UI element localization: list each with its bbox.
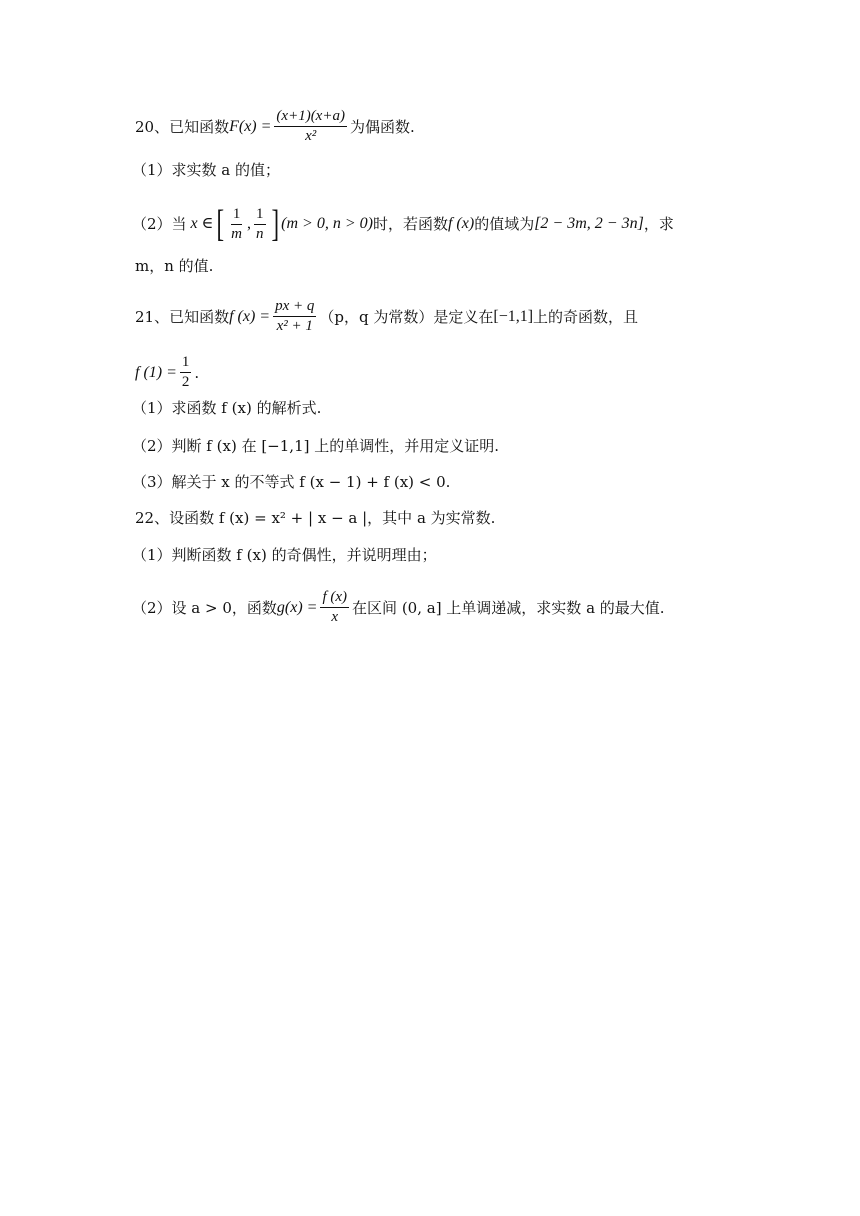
left-bracket: [	[216, 203, 224, 245]
q20-stem	[135, 108, 415, 145]
q21-lhs: f (x) =	[229, 307, 271, 325]
q22-fraction	[320, 589, 349, 626]
q21-part3	[132, 472, 450, 492]
q22-stem	[135, 508, 495, 528]
q22-part2-a: （2）设 a > 0，函数	[132, 598, 277, 617]
q20-part2-d: ，求	[643, 215, 674, 233]
q20-part1-text: （1）求实数 a 的值；	[132, 161, 281, 179]
q20-numerator: (x+1)(x+a)	[274, 108, 347, 127]
q21-intro: 21、已知函数	[135, 307, 230, 326]
q22-part1-text: （1）判断函数 f (x) 的奇偶性，并说明理由；	[132, 546, 437, 564]
q20-part1	[132, 160, 280, 180]
q22-numerator: f (x)	[320, 589, 349, 608]
q20-part2-b: 时，若函数	[372, 215, 448, 233]
q20-part2: （2）当 x ∈ [ $\frac{1}{m}$ , $\frac{1}{n}$ ] (m > 0, n > 0) 时，若函数 f (x) 的值域为 [2 − 3m, 2 − 3n] ，求	[132, 203, 674, 245]
q21-denominator: x² + 1	[276, 318, 313, 334]
q21-part2	[132, 436, 499, 456]
frac1-num: 1	[231, 206, 243, 225]
q22-part2-g: g(x) =	[276, 598, 318, 616]
q21-numerator: px + q	[273, 298, 316, 317]
q22-part2	[132, 589, 665, 626]
q20-tail: 为偶函数.	[349, 117, 415, 136]
q22-part2-b: 在区间 (0, a] 上单调递减，求实数 a 的最大值.	[352, 598, 665, 617]
q21-tail: 上的奇函数，且	[533, 307, 639, 326]
q21-stem	[135, 298, 638, 335]
q21-condition	[135, 354, 199, 391]
q21-fraction	[273, 298, 316, 335]
q20-part2-frac1	[229, 206, 244, 243]
q20-intro: 20、已知函数	[135, 117, 230, 136]
q20-part2-fx: f (x)	[447, 215, 475, 232]
q20-part2-a: （2）当	[132, 215, 187, 233]
q20-part2-cond: (m > 0, n > 0)	[281, 215, 373, 232]
q21-cond-end: .	[194, 363, 200, 382]
q22-part1	[132, 545, 437, 565]
q21-part3-text: （3）解关于 x 的不等式 f (x − 1) + f (x) < 0.	[132, 473, 451, 491]
q21-part2-text: （2）判断 f (x) 在 [−1,1] 上的单调性，并用定义证明.	[132, 437, 499, 455]
q21-cond-lhs: f (1) =	[135, 363, 177, 381]
frac2-num: 1	[254, 206, 266, 225]
q22-intro: 22、设函数 f (x) = x² + | x − a |，其中 a 为实常数.	[135, 509, 496, 527]
q20-part2-c: 的值域为	[474, 215, 535, 233]
q21-cond-num: 1	[180, 354, 192, 373]
right-bracket: ]	[271, 203, 279, 245]
frac1-den: m	[231, 225, 242, 242]
q20-fraction	[274, 108, 347, 145]
q22-denominator: x	[331, 609, 339, 625]
q20-part2-range: [2 − 3m, 2 − 3n]	[534, 215, 644, 232]
q20-denominator: x²	[305, 128, 317, 144]
q21-cond-fraction	[180, 354, 192, 391]
q20-part2-x: x ∈	[190, 215, 214, 232]
frac2-den: n	[256, 225, 264, 242]
q21-cond-den: 2	[181, 374, 190, 390]
q21-mid: （p，q 为常数）是定义在	[319, 307, 494, 326]
q20-part2-cont	[135, 256, 213, 276]
q20-lhs: F(x) =	[229, 117, 272, 135]
q21-part1	[132, 398, 321, 418]
q20-part2-frac2	[254, 206, 266, 243]
q21-part1-text: （1）求函数 f (x) 的解析式.	[132, 399, 322, 417]
q20-part2-e: m，n 的值.	[135, 257, 214, 275]
q21-interval: [−1,1]	[493, 307, 534, 325]
